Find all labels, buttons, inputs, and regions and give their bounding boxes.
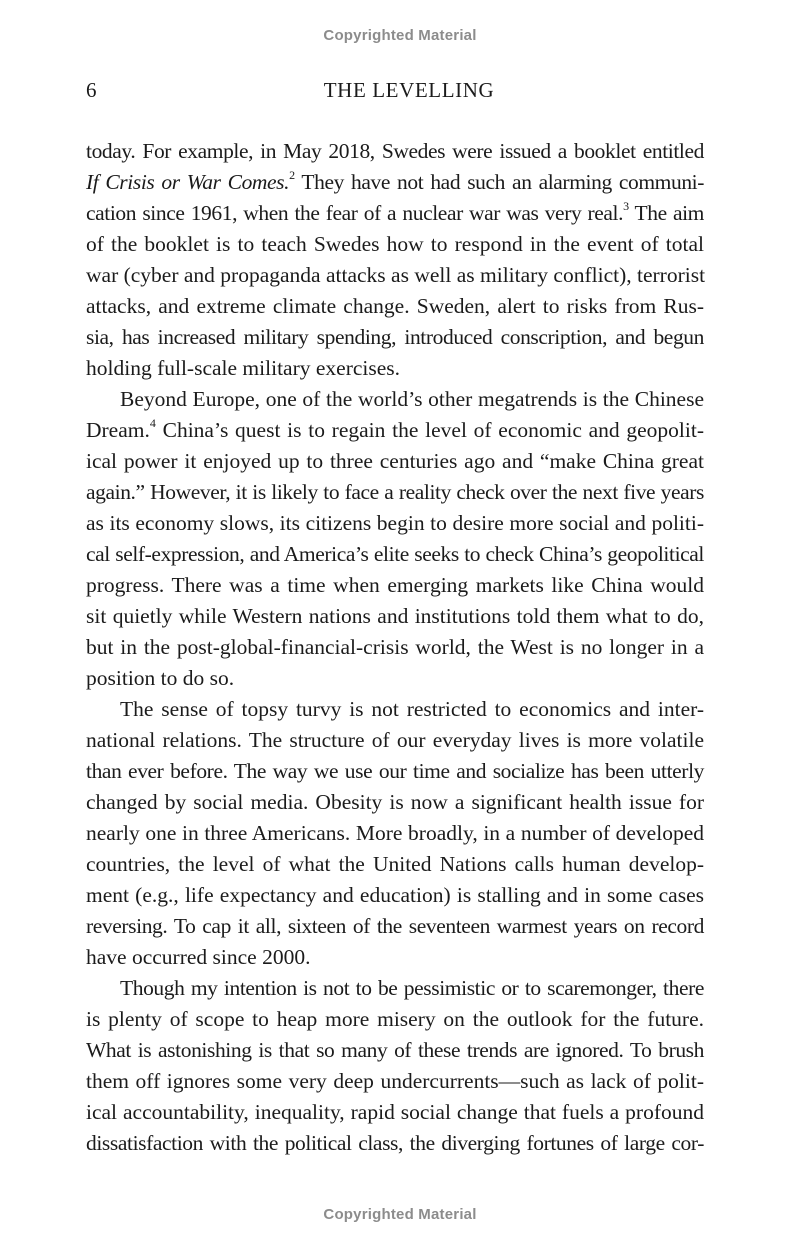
text-line	[86, 198, 704, 229]
text-line: holding full-scale military exercises.	[86, 356, 401, 380]
copyright-watermark-bottom: Copyrighted Material	[323, 1206, 477, 1223]
text-line: them off ignores some very deep undercurrents—such as lack of polit-	[86, 1069, 704, 1093]
text-fragment: Dream.	[86, 418, 150, 442]
text-line	[86, 167, 704, 198]
paragraph-first-line: Though my intention is not to be pessimistic or to scaremonger, there	[120, 976, 704, 1000]
running-head-title: THE LEVELLING	[323, 78, 495, 102]
paragraph-first-line: The sense of topsy turvy is not restricted to economics and inter-	[120, 697, 704, 721]
text-fragment: cation since 1961, when the fear of a nuclear war was very real.	[86, 201, 624, 225]
text-line: ical power it enjoyed up to three centuries ago and “make China great	[86, 449, 704, 473]
body-text	[86, 136, 704, 1159]
text-line: national relations. The structure of our everyday lives is more volatile	[86, 728, 704, 752]
text-line: sia, has increased military spending, introduced conscription, and begun	[86, 325, 704, 349]
text-line: is plenty of scope to heap more misery on the outlook for the future.	[86, 1007, 704, 1031]
text-fragment: China’s quest is to regain the level of economic and geopolit-	[155, 418, 704, 442]
text-line: but in the post-global-financial-crisis world, the West is no longer in a	[86, 635, 704, 659]
text-line: reversing. To cap it all, sixteen of the seventeen warmest years on record	[86, 914, 704, 938]
copyright-watermark-top: Copyrighted Material	[323, 27, 477, 44]
text-line: progress. There was a time when emerging markets like China would	[86, 573, 704, 597]
text-line: position to do so.	[86, 666, 235, 690]
text-line	[86, 415, 704, 446]
text-fragment: The aim	[628, 201, 704, 225]
text-line: changed by social media. Obesity is now a significant health issue for	[86, 790, 704, 814]
text-line: of the booklet is to teach Swedes how to respond in the event of total	[86, 232, 704, 256]
text-line: cal self-expression, and America’s elite seeks to check China’s geopolitical	[86, 542, 704, 566]
text-line: as its economy slows, its citizens begin to desire more social and politi-	[86, 511, 704, 535]
page-number: 6	[86, 78, 97, 102]
paragraph-first-line: Beyond Europe, one of the world’s other megatrends is the Chinese	[120, 387, 704, 411]
text-line: sit quietly while Western nations and institutions told them what to do,	[86, 604, 704, 628]
footnote-ref: 2	[289, 167, 295, 182]
text-line: What is astonishing is that so many of these trends are ignored. To brush	[86, 1038, 704, 1062]
text-line: countries, the level of what the United Nations calls human develop-	[86, 852, 704, 876]
text-line: have occurred since 2000.	[86, 945, 311, 969]
text-line: ment (e.g., life expectancy and education) is stalling and in some cases	[86, 883, 704, 907]
text-line: war (cyber and propaganda attacks as well as military conflict), terrorist	[86, 263, 706, 287]
text-line: ical accountability, inequality, rapid social change that fuels a profound	[86, 1100, 704, 1124]
text-line: attacks, and extreme climate change. Sweden, alert to risks from Rus-	[86, 294, 704, 318]
footnote-ref: 4	[149, 415, 156, 430]
text-fragment: They have not had such an alarming communi-	[294, 170, 704, 194]
text-line: than ever before. The way we use our time and socialize has been utterly	[86, 759, 704, 783]
text-line: today. For example, in May 2018, Swedes were issued a booklet entitled	[86, 139, 704, 163]
book-title-italic: If Crisis or War Comes.	[86, 170, 290, 194]
text-line: again.” However, it is likely to face a reality check over the next five years	[86, 480, 704, 504]
footnote-ref: 3	[623, 198, 629, 213]
text-line: dissatisfaction with the political class, the diverging fortunes of large cor-	[86, 1131, 704, 1155]
text-line: nearly one in three Americans. More broadly, in a number of developed	[86, 821, 704, 845]
